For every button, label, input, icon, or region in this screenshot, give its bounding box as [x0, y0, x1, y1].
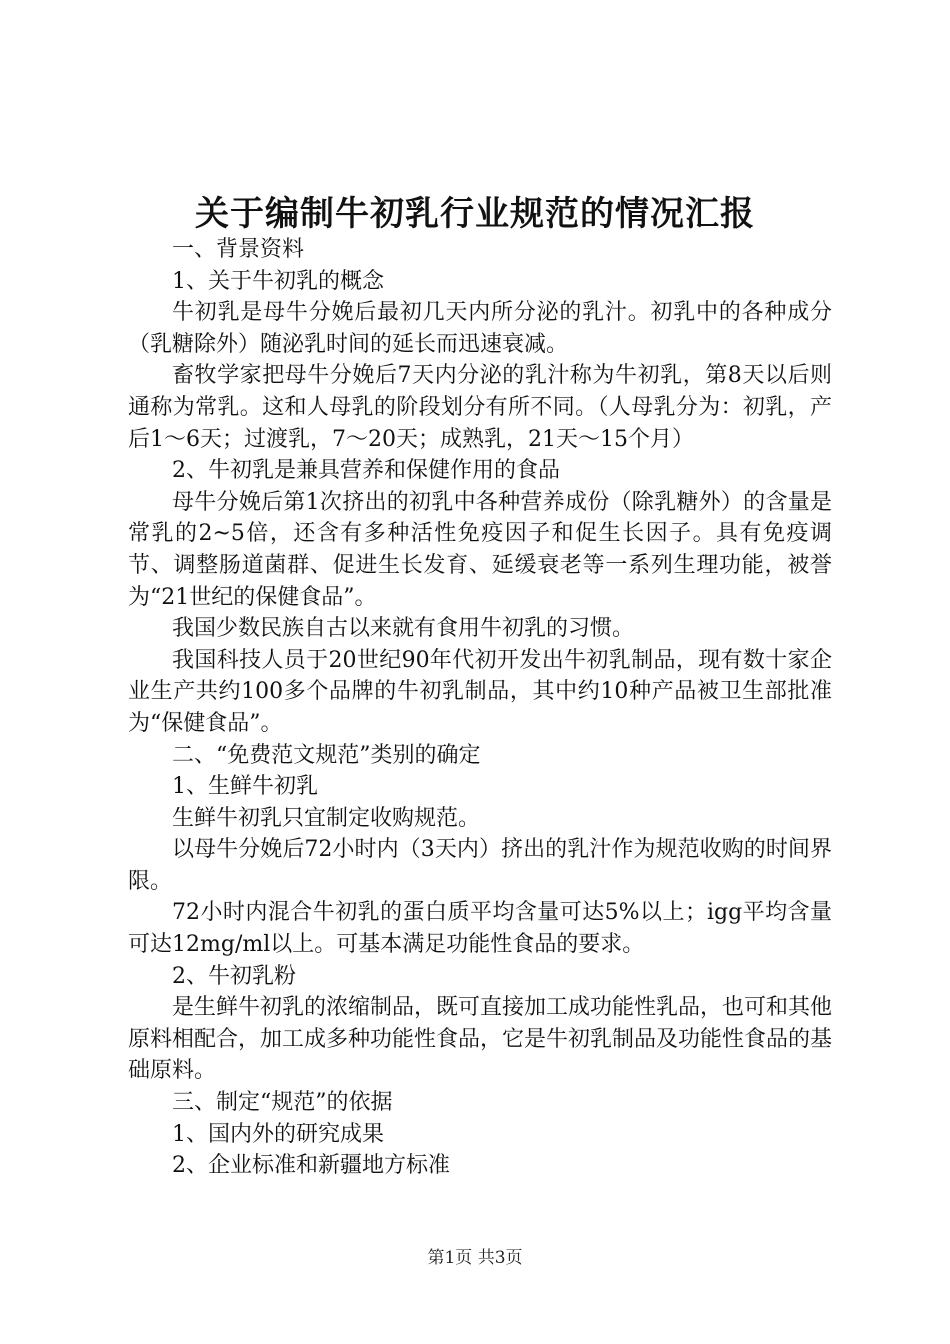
subsection-heading: 1、国内外的研究成果 [172, 1121, 384, 1147]
subsection-heading: 2、牛初乳是兼具营养和保健作用的食品 [172, 458, 560, 484]
body-paragraph: 72小时内混合牛初乳的蛋白质平均含量可达5%以上；igg平均含量可达12mg/ml以上。可基本满足功能性食品的要求。 [128, 900, 832, 958]
body-paragraph: 我国科技人员于20世纪90年代初开发出牛初乳制品，现有数十家企业生产共约100多个品牌的牛初乳制品，其中约10种产品被卫生部批准为“保健食品”。 [128, 647, 832, 736]
section-heading: 三、制定“规范”的依据 [172, 1090, 393, 1116]
subsection-heading: 1、关于牛初乳的概念 [172, 268, 384, 294]
body-paragraph: 畜牧学家把母牛分娩后7天内分泌的乳汁称为牛初乳，第8天以后则通称为常乳。这和人母乳的阶段划分有所不同。（人母乳分为：初乳，产后1～6天；过渡乳，7～20天；成熟乳，21天～15个月） [128, 363, 832, 452]
body-paragraph: 生鲜牛初乳只宜制定收购规范。 [172, 805, 481, 831]
body-paragraph: 以母牛分娩后72小时内（3天内）挤出的乳汁作为规范收购的时间界限。 [128, 837, 832, 894]
subsection-heading: 2、牛初乳粉 [172, 963, 296, 989]
body-paragraph: 牛初乳是母牛分娩后最初几天内所分泌的乳汁。初乳中的各种成分（乳糖除外）随泌乳时间的延长而迅速衰减。 [128, 300, 832, 357]
body-paragraph: 母牛分娩后第1次挤出的初乳中各种营养成份（除乳糖外）的含量是常乳的2~5倍，还含有多种活性免疫因子和促生长因子。具有免疫调节、调整肠道菌群、促进生长发育、延缓衰老等一系列生理功能，被誉为“21世纪的保健食品”。 [128, 489, 832, 610]
section-heading: 二、“免费范文规范”类别的确定 [172, 742, 481, 768]
section-heading: 一、背景资料 [172, 237, 305, 262]
page-footer: 第1页 共3页 [427, 1248, 523, 1268]
document-body [128, 234, 832, 1182]
document-title: 关于编制牛初乳行业规范的情况汇报 [195, 194, 755, 234]
subsection-heading: 1、生鲜牛初乳 [172, 774, 318, 800]
body-paragraph: 是生鲜牛初乳的浓缩制品，既可直接加工成功能性乳品，也可和其他原料相配合，加工成多种功能性食品，它是牛初乳制品及功能性食品的基础原料。 [128, 995, 833, 1084]
subsection-heading: 2、企业标准和新疆地方标准 [172, 1153, 450, 1179]
body-paragraph: 我国少数民族自古以来就有食用牛初乳的习惯。 [172, 616, 635, 642]
